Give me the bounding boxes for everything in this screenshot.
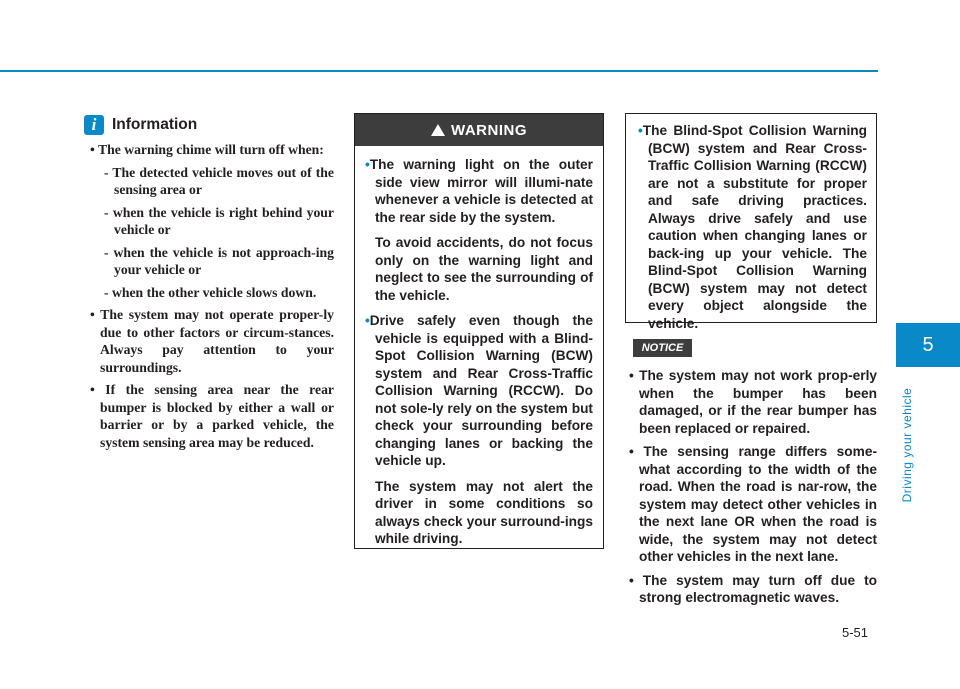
chapter-label: Driving your vehicle: [900, 387, 914, 503]
info-subbullet: - when the vehicle is not approach-ing your vehicle or: [104, 244, 334, 277]
information-body: [84, 141, 334, 456]
bullet-dot: •: [365, 157, 370, 172]
information-title: Information: [112, 116, 198, 133]
warning-paragraph: To avoid accidents, do not focus only on the warning light and neglect to see the surrounding of the vehicle.: [375, 235, 593, 303]
chapter-number: 5: [922, 333, 934, 356]
warning-item: •The warning light on the outer side view mirror will illumi-nate whenever a vehicle is detected at the rear side by the system.: [365, 157, 593, 225]
warning-paragraph: The system may not alert the driver in some conditions so always check your surround-ings while driving.: [375, 478, 593, 546]
warning-continued-box: [625, 113, 877, 331]
chapter-label-container: [898, 383, 918, 513]
notice-bullet: • The sensing range differs some-what according to the width of the road. When the road is nar-row, the system may detect other vehicles in the next lane OR when the road is wide, the system may not detect other vehicles in the next lane.: [629, 444, 877, 564]
notice-badge: NOTICE: [633, 339, 692, 357]
info-icon: i: [84, 115, 104, 135]
bullet-dot: •: [638, 123, 643, 138]
header-rule: [0, 70, 878, 72]
information-header: [84, 115, 197, 135]
info-bullet: • The warning chime will turn off when:: [90, 142, 324, 157]
info-bullet: • The system may not operate proper-ly due to other factors or circum-stances. Always pay attention to your surroundings.: [90, 307, 334, 375]
warning-title: WARNING: [451, 121, 527, 139]
bullet-dot: •: [365, 313, 370, 328]
warning-box: [354, 113, 604, 549]
warning-item: •Drive safely even though the vehicle is equipped with a Blind-Spot Collision Warning (BCW) system and Rear Cross-Traffic Collision Warning (RCCW). Do not sole-ly rely on the system but check your surrounding before changing lanes or backing the vehicle up.: [365, 313, 593, 468]
info-subbullet: - when the other vehicle slows down.: [104, 284, 317, 300]
info-subbullet: - The detected vehicle moves out of the sensing area or: [104, 164, 334, 197]
notice-body: [625, 367, 877, 613]
info-subbullet: - when the vehicle is right behind your vehicle or: [104, 204, 334, 237]
notice-bullet: • The system may turn off due to strong electromagnetic waves.: [629, 572, 877, 605]
page-number: 5-51: [842, 625, 869, 640]
warning-body: [355, 146, 603, 548]
chapter-tab: [896, 323, 960, 367]
notice-bullet: • The system may not work prop-erly when the bumper has been damaged, or if the rear bumper has been replaced or repaired.: [629, 368, 877, 436]
warning-header: [355, 114, 603, 146]
warning-item: •The Blind-Spot Collision Warning (BCW) system and Rear Cross-Traffic Collision Warning (RCCW) are not a substitute for proper and safe driving practices. Always drive safely and use caution when changing lanes or back-ing up your vehicle. The Blind-Spot Collision Warning (BCW) system may not detect every object alongside the vehicle.: [638, 123, 867, 331]
warning-triangle-icon: [431, 124, 445, 136]
info-bullet: • If the sensing area near the rear bumper is blocked by either a wall or barrier or by a parked vehicle, the system sensing area may be reduced.: [90, 382, 334, 450]
